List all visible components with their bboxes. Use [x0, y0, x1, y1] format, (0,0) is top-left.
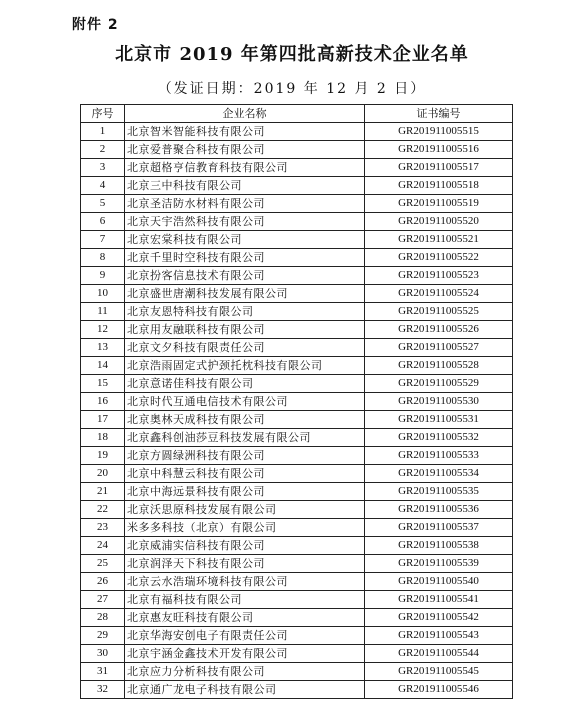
table-row [81, 465, 513, 483]
certificate-number: GR201911005528 [365, 357, 513, 375]
table-row [81, 519, 513, 537]
company-name: 北京方圆绿洲科技有限公司 [125, 447, 365, 465]
column-header-index: 序号 [81, 105, 125, 123]
table-row [81, 375, 513, 393]
certificate-number: GR201911005521 [365, 231, 513, 249]
company-name: 北京应力分析科技有限公司 [125, 663, 365, 681]
row-index: 3 [81, 159, 125, 177]
row-index: 8 [81, 249, 125, 267]
table-row [81, 483, 513, 501]
certificate-number: GR201911005534 [365, 465, 513, 483]
certificate-number: GR201911005518 [365, 177, 513, 195]
table-header-row [81, 105, 513, 123]
company-name: 北京三中科技有限公司 [125, 177, 365, 195]
table-row [81, 501, 513, 519]
table-row [81, 195, 513, 213]
table-row [81, 573, 513, 591]
table-body [81, 123, 513, 699]
row-index: 1 [81, 123, 125, 141]
table-row [81, 213, 513, 231]
company-name: 北京云水浩瑞环境科技有限公司 [125, 573, 365, 591]
table-row [81, 609, 513, 627]
certificate-number: GR201911005517 [365, 159, 513, 177]
certificate-number: GR201911005519 [365, 195, 513, 213]
column-header-company-name: 企业名称 [125, 105, 365, 123]
company-name: 北京文夕科技有限责任公司 [125, 339, 365, 357]
certificate-number: GR201911005526 [365, 321, 513, 339]
table-row [81, 303, 513, 321]
row-index: 23 [81, 519, 125, 537]
table-row [81, 447, 513, 465]
company-name: 北京千里时空科技有限公司 [125, 249, 365, 267]
row-index: 15 [81, 375, 125, 393]
row-index: 10 [81, 285, 125, 303]
table-row [81, 249, 513, 267]
row-index: 13 [81, 339, 125, 357]
table-row [81, 159, 513, 177]
row-index: 12 [81, 321, 125, 339]
table-row [81, 663, 513, 681]
row-index: 22 [81, 501, 125, 519]
row-index: 30 [81, 645, 125, 663]
row-index: 4 [81, 177, 125, 195]
certificate-number: GR201911005537 [365, 519, 513, 537]
table-row [81, 357, 513, 375]
issue-date-subtitle: （发证日期：2019 年 12 月 2 日） [157, 81, 427, 97]
table-row [81, 141, 513, 159]
table-row [81, 627, 513, 645]
certificate-number: GR201911005531 [365, 411, 513, 429]
company-name: 北京时代互通电信技术有限公司 [125, 393, 365, 411]
row-index: 27 [81, 591, 125, 609]
row-index: 20 [81, 465, 125, 483]
company-name: 北京超格亨信教育科技有限公司 [125, 159, 365, 177]
certificate-number: GR201911005535 [365, 483, 513, 501]
company-name: 北京天宇浩然科技有限公司 [125, 213, 365, 231]
certificate-number: GR201911005541 [365, 591, 513, 609]
row-index: 31 [81, 663, 125, 681]
row-index: 18 [81, 429, 125, 447]
row-index: 9 [81, 267, 125, 285]
row-index: 14 [81, 357, 125, 375]
table-row [81, 231, 513, 249]
company-name: 北京有福科技有限公司 [125, 591, 365, 609]
page-title: 北京市 2019 年第四批高新技术企业名单 [115, 44, 469, 65]
table-row [81, 177, 513, 195]
certificate-number: GR201911005516 [365, 141, 513, 159]
certificate-number: GR201911005536 [365, 501, 513, 519]
certificate-number: GR201911005544 [365, 645, 513, 663]
certificate-number: GR201911005525 [365, 303, 513, 321]
row-index: 11 [81, 303, 125, 321]
row-index: 24 [81, 537, 125, 555]
company-name: 米多多科技（北京）有限公司 [125, 519, 365, 537]
certificate-number: GR201911005529 [365, 375, 513, 393]
table-row [81, 339, 513, 357]
company-name: 北京奥林天成科技有限公司 [125, 411, 365, 429]
certificate-number: GR201911005533 [365, 447, 513, 465]
table-row [81, 681, 513, 699]
company-name: 北京智米智能科技有限公司 [125, 123, 365, 141]
certificate-number: GR201911005522 [365, 249, 513, 267]
certificate-number: GR201911005527 [365, 339, 513, 357]
certificate-number: GR201911005532 [365, 429, 513, 447]
table-row [81, 555, 513, 573]
table-row [81, 123, 513, 141]
table-row [81, 591, 513, 609]
table-row [81, 645, 513, 663]
certificate-number: GR201911005520 [365, 213, 513, 231]
company-name: 北京鑫科创油莎豆科技发展有限公司 [125, 429, 365, 447]
certificate-number: GR201911005539 [365, 555, 513, 573]
row-index: 7 [81, 231, 125, 249]
table-row [81, 537, 513, 555]
row-index: 32 [81, 681, 125, 699]
certificate-number: GR201911005523 [365, 267, 513, 285]
row-index: 6 [81, 213, 125, 231]
company-name: 北京用友融联科技有限公司 [125, 321, 365, 339]
attachment-label: 附件 2 [72, 17, 119, 33]
company-name: 北京中海远景科技有限公司 [125, 483, 365, 501]
company-name: 北京意诺佳科技有限公司 [125, 375, 365, 393]
certificate-number: GR201911005545 [365, 663, 513, 681]
certificate-number: GR201911005540 [365, 573, 513, 591]
company-name: 北京宇涵金鑫技术开发有限公司 [125, 645, 365, 663]
certificate-number: GR201911005546 [365, 681, 513, 699]
company-name: 北京通广龙电子科技有限公司 [125, 681, 365, 699]
company-name: 北京威浦实信科技有限公司 [125, 537, 365, 555]
company-name: 北京润泽天下科技有限公司 [125, 555, 365, 573]
row-index: 19 [81, 447, 125, 465]
row-index: 21 [81, 483, 125, 501]
certificate-number: GR201911005530 [365, 393, 513, 411]
certificate-number: GR201911005538 [365, 537, 513, 555]
table-row [81, 267, 513, 285]
certificate-number: GR201911005524 [365, 285, 513, 303]
row-index: 2 [81, 141, 125, 159]
table-row [81, 285, 513, 303]
table-row [81, 411, 513, 429]
row-index: 25 [81, 555, 125, 573]
table-row [81, 393, 513, 411]
certificate-number: GR201911005542 [365, 609, 513, 627]
table-row [81, 429, 513, 447]
row-index: 17 [81, 411, 125, 429]
column-header-certificate-number: 证书编号 [365, 105, 513, 123]
company-name: 北京中科慧云科技有限公司 [125, 465, 365, 483]
row-index: 16 [81, 393, 125, 411]
row-index: 5 [81, 195, 125, 213]
company-name: 北京扮客信息技术有限公司 [125, 267, 365, 285]
company-name: 北京友恩特科技有限公司 [125, 303, 365, 321]
row-index: 29 [81, 627, 125, 645]
company-name: 北京沃思原科技发展有限公司 [125, 501, 365, 519]
certificate-number: GR201911005515 [365, 123, 513, 141]
company-name: 北京华海安创电子有限责任公司 [125, 627, 365, 645]
enterprise-table [80, 104, 513, 699]
company-name: 北京盛世唐潮科技发展有限公司 [125, 285, 365, 303]
company-name: 北京宏棠科技有限公司 [125, 231, 365, 249]
company-name: 北京惠友旺科技有限公司 [125, 609, 365, 627]
table-row [81, 321, 513, 339]
company-name: 北京圣洁防水材料有限公司 [125, 195, 365, 213]
row-index: 26 [81, 573, 125, 591]
row-index: 28 [81, 609, 125, 627]
company-name: 北京爱普聚合科技有限公司 [125, 141, 365, 159]
certificate-number: GR201911005543 [365, 627, 513, 645]
company-name: 北京浩雨固定式护颈托枕科技有限公司 [125, 357, 365, 375]
